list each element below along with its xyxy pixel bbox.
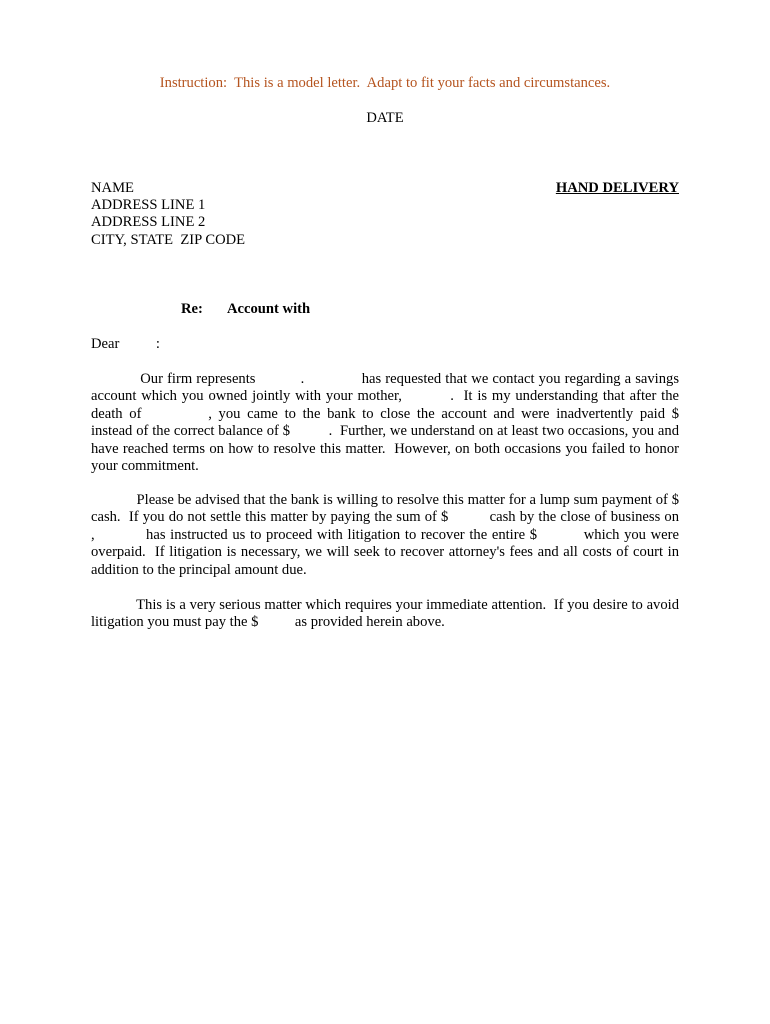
recipient-city-state-zip: CITY, STATE ZIP CODE [91,232,246,248]
body-paragraph-1: Our firm represents . has requested that we contact you regarding a savings account which you owned jointly with your mother, . It is my understanding that after the death of , you came to the bank to close the account and were inadvertently paid $ instead of the correct balance of $ . Further, we understand on at least two occasions, you and have reached terms on how to resolve this matter. However, on both occasions you failed to honor your commitment. [91,371,720,475]
instruction-note: Instruction: This is a model letter. Adapt to fit your facts and circumstances. [159,75,611,91]
letter-date: DATE [366,110,404,126]
recipient-address-line-1: ADDRESS LINE 1 [91,197,206,213]
salutation: Dear : [91,336,160,352]
recipient-name: NAME [91,180,134,196]
body-paragraph-3: This is a very serious matter which requires your immediate attention. If you desire to avoid litigation you must pay the $ as provided herein above. [91,597,683,631]
body-paragraph-2: Please be advised that the bank is willing to resolve this matter for a lump sum payment of $ cash. If you do not settle this matter by paying the sum of $ cash by the close of business on , has instructed us to proceed with litigation to recover the entire $ which you were overpaid. If litigation is necessary, we will seek to recover attorney's fees and all costs of court in addition to the principal amount due. [91,492,716,578]
re-label: Re: [181,301,203,317]
recipient-address-line-2: ADDRESS LINE 2 [91,214,206,230]
delivery-method: HAND DELIVERY [555,180,679,196]
re-subject: Account with [227,301,311,317]
